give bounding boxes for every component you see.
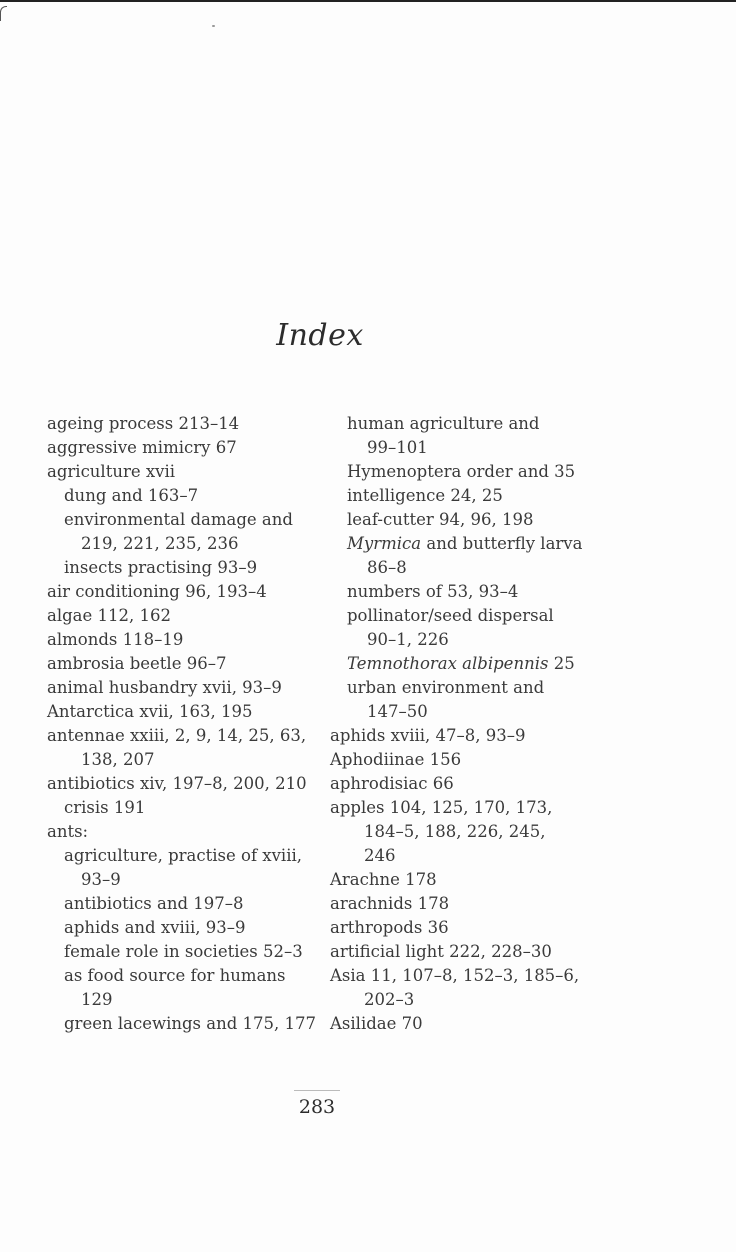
index-entry-text: almonds 118–19 <box>47 630 184 649</box>
index-entry-text: 86–8 <box>367 558 407 577</box>
index-entry-text: dung and 163–7 <box>64 486 199 505</box>
index-entry <box>47 604 307 628</box>
index-entry-text: insects practising 93–9 <box>64 558 258 577</box>
index-entry-text: pollinator/seed dispersal <box>347 606 554 625</box>
index-entry-text: aphids xviii, 47–8, 93–9 <box>330 726 526 745</box>
index-entry <box>47 724 307 748</box>
index-entry <box>330 916 590 940</box>
index-entry <box>47 676 307 700</box>
index-entry <box>330 604 590 628</box>
top-edge-rule <box>0 0 736 2</box>
index-entry-italic-term: Temnothorax albipennis <box>347 654 549 673</box>
index-entry-text: crisis 191 <box>64 798 146 817</box>
index-entry <box>330 892 590 916</box>
index-entry-text: 93–9 <box>81 870 121 889</box>
index-entry <box>47 868 307 892</box>
index-entry <box>47 748 307 772</box>
index-entry <box>47 580 307 604</box>
index-entry-text: numbers of 53, 93–4 <box>347 582 519 601</box>
index-entry <box>47 916 307 940</box>
index-entry <box>47 532 307 556</box>
folio-rule <box>294 1090 340 1091</box>
index-entry <box>47 772 307 796</box>
index-entry <box>47 652 307 676</box>
index-entry-text: leaf-cutter 94, 96, 198 <box>347 510 534 529</box>
index-entry <box>330 580 590 604</box>
page-title: Index <box>276 318 364 353</box>
index-entry-text: agriculture, practise of xviii, <box>64 846 303 865</box>
index-entry-text: intelligence 24, 25 <box>347 486 503 505</box>
index-entry-text: and butterfly larva <box>421 534 583 553</box>
index-entry <box>330 460 590 484</box>
index-column-left <box>47 412 317 1036</box>
index-entry <box>47 796 307 820</box>
index-entry <box>47 964 307 988</box>
index-entry <box>330 748 590 772</box>
index-entry <box>47 940 307 964</box>
corner-mark-icon <box>0 6 7 21</box>
index-entry-text: urban environment and <box>347 678 545 697</box>
index-entry-text: Arachne 178 <box>330 870 437 889</box>
index-entry-text: ambrosia beetle 96–7 <box>47 654 227 673</box>
index-entry-text: aphrodisiac 66 <box>330 774 454 793</box>
index-entry <box>47 628 307 652</box>
index-entry-text: aggressive mimicry 67 <box>47 438 237 457</box>
index-entry <box>47 460 307 484</box>
index-entry-text: aphids and xviii, 93–9 <box>64 918 246 937</box>
index-entry <box>330 964 590 988</box>
index-entry <box>47 436 307 460</box>
index-entry-text: 246 <box>364 846 396 865</box>
index-entry-text: ants: <box>47 822 89 841</box>
index-entry <box>47 700 307 724</box>
index-entry-text: Hymenoptera order and 35 <box>347 462 576 481</box>
index-entry-text: algae 112, 162 <box>47 606 171 625</box>
index-entry-text: Aphodiinae 156 <box>330 750 462 769</box>
index-entry-text: 138, 207 <box>81 750 155 769</box>
index-entry-text: apples 104, 125, 170, 173, <box>330 798 553 817</box>
index-entry-text: agriculture xvii <box>47 462 176 481</box>
index-entry <box>330 1012 590 1036</box>
index-entry <box>330 508 590 532</box>
index-entry <box>330 628 590 652</box>
index-entry-text: antibiotics xiv, 197–8, 200, 210 <box>47 774 307 793</box>
index-entry <box>330 484 590 508</box>
index-entry-text: antennae xxiii, 2, 9, 14, 25, 63, <box>47 726 307 745</box>
index-entry <box>330 532 590 556</box>
index-entry <box>330 988 590 1012</box>
index-entry-text: 90–1, 226 <box>367 630 449 649</box>
index-entry <box>47 1012 317 1036</box>
index-entry <box>47 508 307 532</box>
index-entry-text: as food source for humans <box>64 966 286 985</box>
index-entry <box>330 700 590 724</box>
index-entry-text: animal husbandry xvii, 93–9 <box>47 678 282 697</box>
index-entry <box>330 796 590 820</box>
index-entry <box>47 844 307 868</box>
index-entry <box>330 844 590 868</box>
index-entry-text: arthropods 36 <box>330 918 449 937</box>
index-entry <box>47 412 307 436</box>
index-entry <box>330 940 590 964</box>
index-entry <box>47 484 307 508</box>
index-entry <box>330 436 590 460</box>
index-entry-text: antibiotics and 197–8 <box>64 894 244 913</box>
index-entry-text: Asia 11, 107–8, 152–3, 185–6, <box>330 966 580 985</box>
index-entry-text: arachnids 178 <box>330 894 450 913</box>
paper-speck <box>212 25 215 27</box>
index-entry-text: ageing process 213–14 <box>47 414 240 433</box>
index-entry-text: environmental damage and <box>64 510 293 529</box>
index-entry-text: 99–101 <box>367 438 428 457</box>
index-column-right <box>330 412 590 1036</box>
index-entry <box>47 556 307 580</box>
index-entry <box>330 556 590 580</box>
index-entry <box>47 820 307 844</box>
index-entry-text: human agriculture and <box>347 414 540 433</box>
index-entry-text: 25 <box>548 654 575 673</box>
index-entry <box>47 892 307 916</box>
index-entry-text: air conditioning 96, 193–4 <box>47 582 267 601</box>
index-entry <box>330 820 590 844</box>
index-entry-text: female role in societies 52–3 <box>64 942 303 961</box>
index-entry <box>330 652 590 676</box>
index-entry-text: Asilidae 70 <box>330 1014 423 1033</box>
index-entry <box>330 772 590 796</box>
index-entry <box>330 724 590 748</box>
page-number: 283 <box>298 1096 336 1118</box>
index-entry <box>330 412 590 436</box>
index-entry <box>47 988 307 1012</box>
index-entry <box>330 868 590 892</box>
index-entry-text: artificial light 222, 228–30 <box>330 942 552 961</box>
index-entry-text: green lacewings and 175, 177 <box>64 1014 317 1033</box>
index-entry-text: 147–50 <box>367 702 428 721</box>
index-entry-text: 184–5, 188, 226, 245, <box>364 822 546 841</box>
index-entry-text: 202–3 <box>364 990 415 1009</box>
index-entry-text: 129 <box>81 990 113 1009</box>
index-entry-text: 219, 221, 235, 236 <box>81 534 239 553</box>
index-entry <box>330 676 590 700</box>
index-entry-italic-term: Myrmica <box>347 534 422 553</box>
index-entry-text: Antarctica xvii, 163, 195 <box>47 702 253 721</box>
